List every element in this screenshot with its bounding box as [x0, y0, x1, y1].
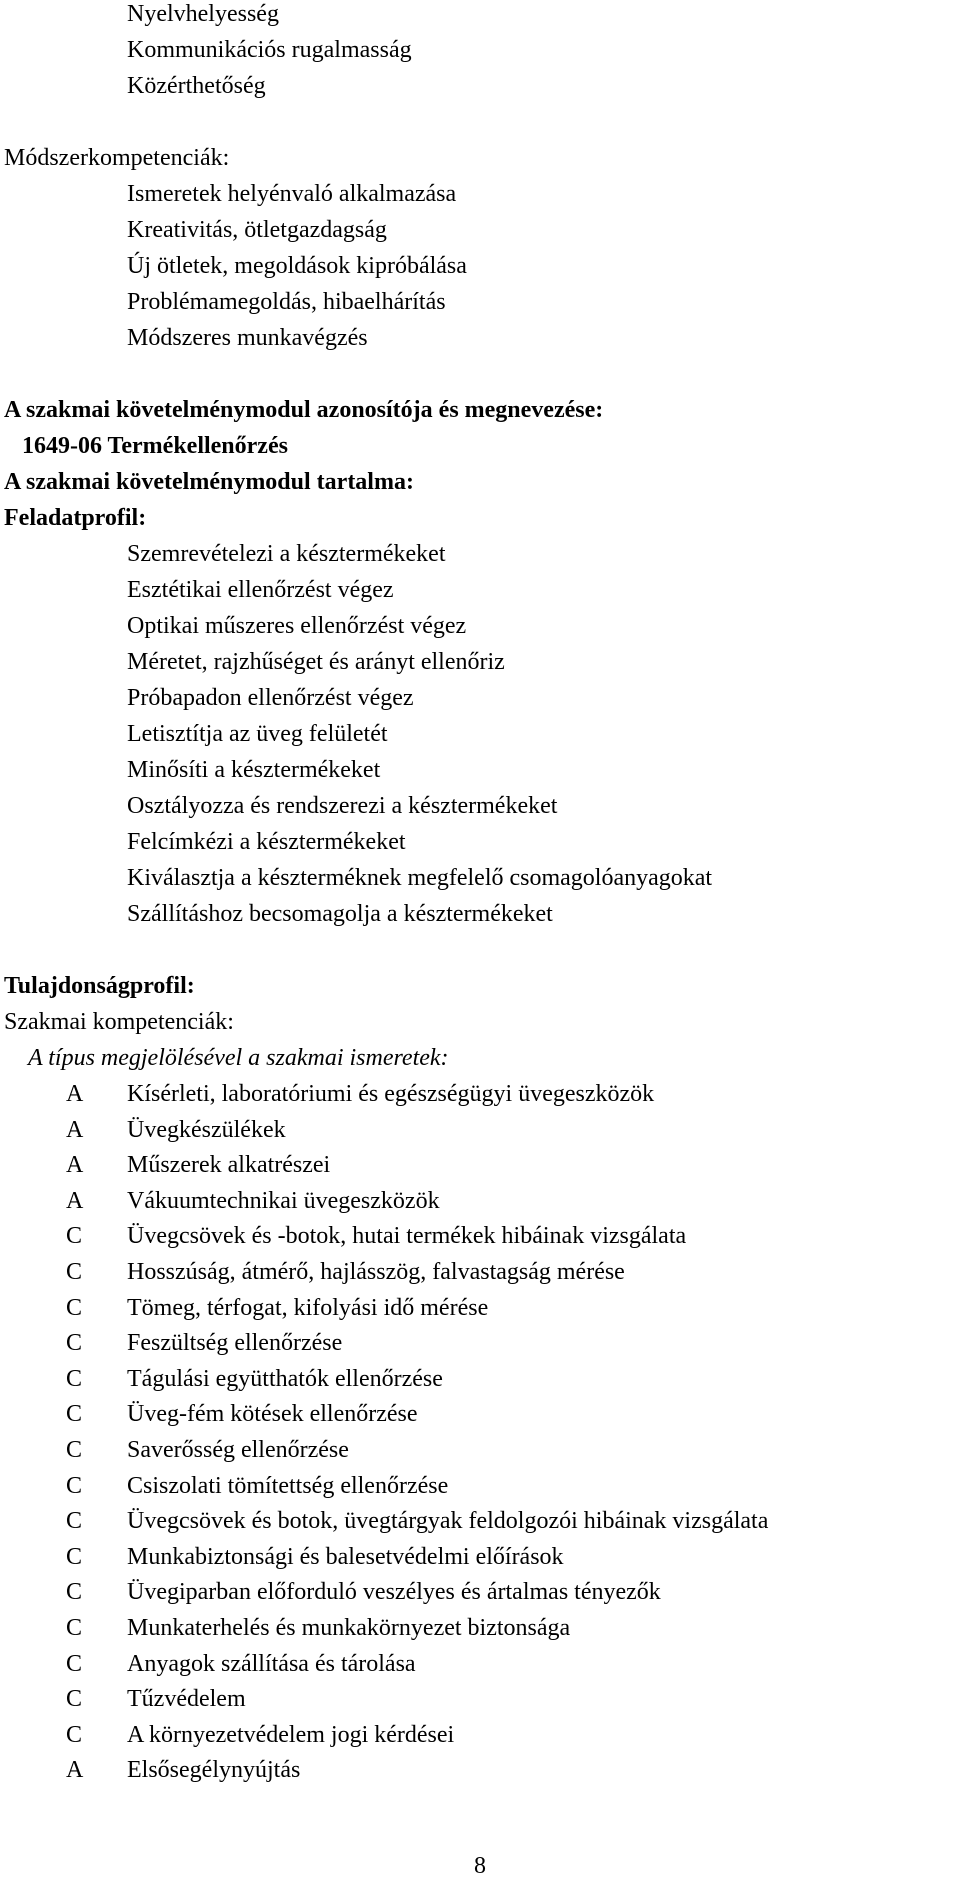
competency-type: A [66, 1152, 84, 1178]
task-item: Próbapadon ellenőrzést végez [127, 685, 414, 711]
competency-text: Tömeg, térfogat, kifolyási idő mérése [127, 1295, 489, 1321]
competency-text: Elsősegélynyújtás [127, 1757, 301, 1783]
competency-type: C [66, 1330, 83, 1356]
module-id-label: A szakmai követelménymodul azonosítója és megnevezése: [4, 397, 604, 423]
competency-type: C [66, 1401, 83, 1427]
task-item: Osztályozza és rendszerezi a késztermékeket [127, 793, 558, 819]
module-id-value: 1649-06 Termékellenőrzés [22, 433, 288, 459]
competency-text: Munkaterhelés és munkakörnyezet biztonsága [127, 1615, 571, 1641]
competency-text: Tágulási együtthatók ellenőrzése [127, 1366, 443, 1392]
page-number: 8 [474, 1853, 486, 1879]
competency-text: Üveg-fém kötések ellenőrzése [127, 1401, 418, 1427]
task-item: Letisztítja az üveg felületét [127, 721, 388, 747]
competency-text: Feszültség ellenőrzése [127, 1330, 343, 1356]
module-content-label: A szakmai követelménymodul tartalma: [4, 469, 414, 495]
task-item: Szállításhoz becsomagolja a késztermékeket [127, 901, 553, 927]
competency-text: Munkabiztonsági és balesetvédelmi előírások [127, 1544, 564, 1570]
task-item: Méretet, rajzhűséget és arányt ellenőriz [127, 649, 505, 675]
competency-text: Üvegkészülékek [127, 1117, 286, 1143]
competency-type: C [66, 1366, 83, 1392]
task-item: Esztétikai ellenőrzést végez [127, 577, 394, 603]
competency-type: C [66, 1473, 83, 1499]
competency-type: C [66, 1579, 83, 1605]
method-competency-item: Kreativitás, ötletgazdagság [127, 217, 387, 243]
competency-text: Üvegcsövek és -botok, hutai termékek hibáinak vizsgálata [127, 1223, 687, 1249]
professional-competencies-heading: Szakmai kompetenciák: [4, 1009, 234, 1035]
competency-text: Tűzvédelem [127, 1686, 246, 1712]
task-item: Felcímkézi a késztermékeket [127, 829, 406, 855]
top-list-item: Nyelvhelyesség [127, 1, 279, 27]
task-item: Szemrevételezi a késztermékeket [127, 541, 446, 567]
competency-text: Kísérleti, laboratóriumi és egészségügyi üvegeszközök [127, 1081, 655, 1107]
competency-text: Hosszúság, átmérő, hajlásszög, falvastagság mérése [127, 1259, 625, 1285]
competency-type: C [66, 1259, 83, 1285]
competency-type: C [66, 1544, 83, 1570]
competency-type: C [66, 1686, 83, 1712]
competency-type: A [66, 1757, 84, 1783]
competency-text: Csiszolati tömítettség ellenőrzése [127, 1473, 449, 1499]
method-competency-item: Ismeretek helyénvaló alkalmazása [127, 181, 457, 207]
competency-type: C [66, 1437, 83, 1463]
competency-type: C [66, 1223, 83, 1249]
competency-type: A [66, 1117, 84, 1143]
competency-text: A környezetvédelem jogi kérdései [127, 1722, 455, 1748]
top-list-item: Közérthetőség [127, 73, 266, 99]
type-note: A típus megjelölésével a szakmai ismeretek: [28, 1045, 449, 1071]
competency-type: C [66, 1508, 83, 1534]
competency-text: Anyagok szállítása és tárolása [127, 1651, 416, 1677]
competency-text: Üvegiparban előforduló veszélyes és ártalmas tényezők [127, 1579, 661, 1605]
method-competencies-heading: Módszerkompetenciák: [4, 145, 230, 171]
competency-text: Saverősség ellenőrzése [127, 1437, 349, 1463]
competency-type: C [66, 1651, 83, 1677]
method-competency-item: Módszeres munkavégzés [127, 325, 368, 351]
method-competency-item: Problémamegoldás, hibaelhárítás [127, 289, 446, 315]
competency-type: C [66, 1615, 83, 1641]
task-profile-heading: Feladatprofil: [4, 505, 147, 531]
competency-type: A [66, 1188, 84, 1214]
task-item: Optikai műszeres ellenőrzést végez [127, 613, 467, 639]
competency-text: Műszerek alkatrészei [127, 1152, 331, 1178]
competency-text: Vákuumtechnikai üvegeszközök [127, 1188, 440, 1214]
property-profile-heading: Tulajdonságprofil: [4, 973, 195, 999]
competency-type: C [66, 1722, 83, 1748]
task-item: Kiválasztja a készterméknek megfelelő csomagolóanyagokat [127, 865, 713, 891]
competency-text: Üvegcsövek és botok, üvegtárgyak feldolgozói hibáinak vizsgálata [127, 1508, 769, 1534]
task-item: Minősíti a késztermékeket [127, 757, 381, 783]
competency-type: A [66, 1081, 84, 1107]
competency-type: C [66, 1295, 83, 1321]
top-list-item: Kommunikációs rugalmasság [127, 37, 412, 63]
method-competency-item: Új ötletek, megoldások kipróbálása [127, 253, 467, 279]
